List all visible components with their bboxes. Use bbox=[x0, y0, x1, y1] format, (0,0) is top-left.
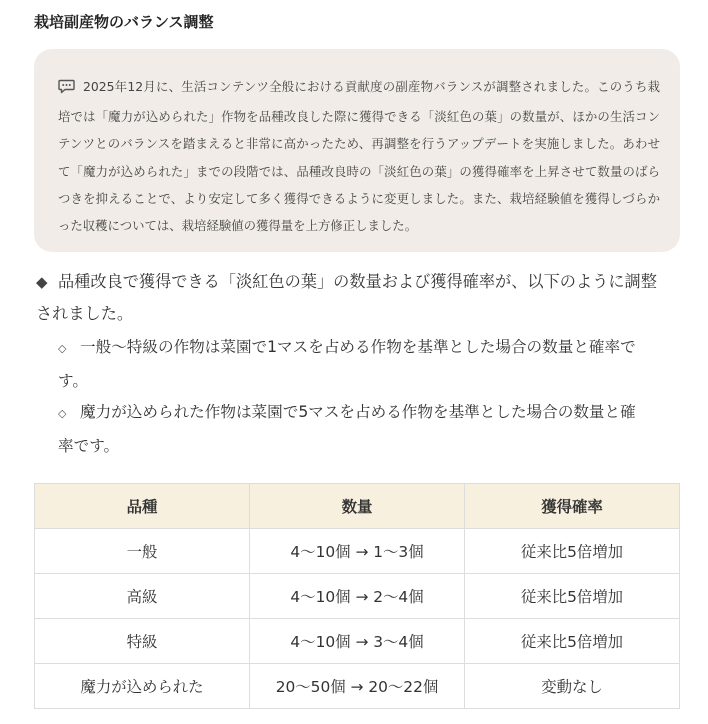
hollow-diamond-bullet-icon: ◇ bbox=[58, 342, 67, 355]
table-cell: 高級 bbox=[35, 574, 250, 619]
table-cell: 20～50個 → 20～22個 bbox=[250, 664, 465, 709]
table-cell: 4～10個 → 2～4個 bbox=[250, 574, 465, 619]
table-cell: 一般 bbox=[35, 529, 250, 574]
sub-bullet-item bbox=[58, 396, 638, 462]
table-cell: 変動なし bbox=[465, 664, 680, 709]
header-probability: 獲得確率 bbox=[465, 484, 680, 529]
sub-bullet-item bbox=[58, 331, 638, 397]
notice-box bbox=[34, 49, 680, 252]
table-row bbox=[35, 664, 680, 709]
yield-table bbox=[34, 483, 680, 709]
table-cell: 従来比5倍増加 bbox=[465, 574, 680, 619]
main-bullet-text: 品種改良で獲得できる「淡紅色の葉」の数量および獲得確率が、以下のように調整されました。 bbox=[36, 272, 657, 323]
page-title: 栽培副産物のバランス調整 bbox=[34, 13, 214, 31]
table-row bbox=[35, 619, 680, 664]
table-cell: 4～10個 → 3～4個 bbox=[250, 619, 465, 664]
table-row bbox=[35, 574, 680, 619]
sub-bullet-text: 魔力が込められた作物は菜園で5マスを占める作物を基準とした場合の数量と確率です。 bbox=[58, 403, 636, 455]
table-row bbox=[35, 529, 680, 574]
header-quantity: 数量 bbox=[250, 484, 465, 529]
sub-bullet-text: 一般～特級の作物は菜園で1マスを占める作物を基準とした場合の数量と確率です。 bbox=[58, 338, 636, 390]
message-icon bbox=[58, 76, 75, 103]
table-cell: 従来比5倍増加 bbox=[465, 529, 680, 574]
table-cell: 魔力が込められた bbox=[35, 664, 250, 709]
notice-text: 2025年12月に、生活コンテンツ全般における貢献度の副産物バランスが調整されました。このうち栽培では「魔力が込められた」作物を品種改良した際に獲得できる「淡紅色の葉」の数量が、ほかの生活コンテンツとのバランスを踏まえると非常に高かったため、再調整を行うアップデートを実施しました。あわせて「魔力が込められた」までの段階では、品種改良時の「淡紅色の葉」の獲得確率を上昇させて数量のばらつきを抑えることで、より安定して多く獲得できるように変更しました。また、栽培経験値を獲得しづらかった収穫については、栽培経験値の獲得量を上方修正しました。 bbox=[58, 79, 660, 234]
main-bullet bbox=[36, 266, 666, 330]
header-variety: 品種 bbox=[35, 484, 250, 529]
hollow-diamond-bullet-icon: ◇ bbox=[58, 407, 67, 420]
diamond-bullet-icon: ◆ bbox=[36, 273, 48, 291]
table-cell: 4～10個 → 1～3個 bbox=[250, 529, 465, 574]
table-header-row bbox=[35, 484, 680, 529]
table-cell: 従来比5倍増加 bbox=[465, 619, 680, 664]
notice-paragraph bbox=[58, 73, 660, 239]
table-cell: 特級 bbox=[35, 619, 250, 664]
